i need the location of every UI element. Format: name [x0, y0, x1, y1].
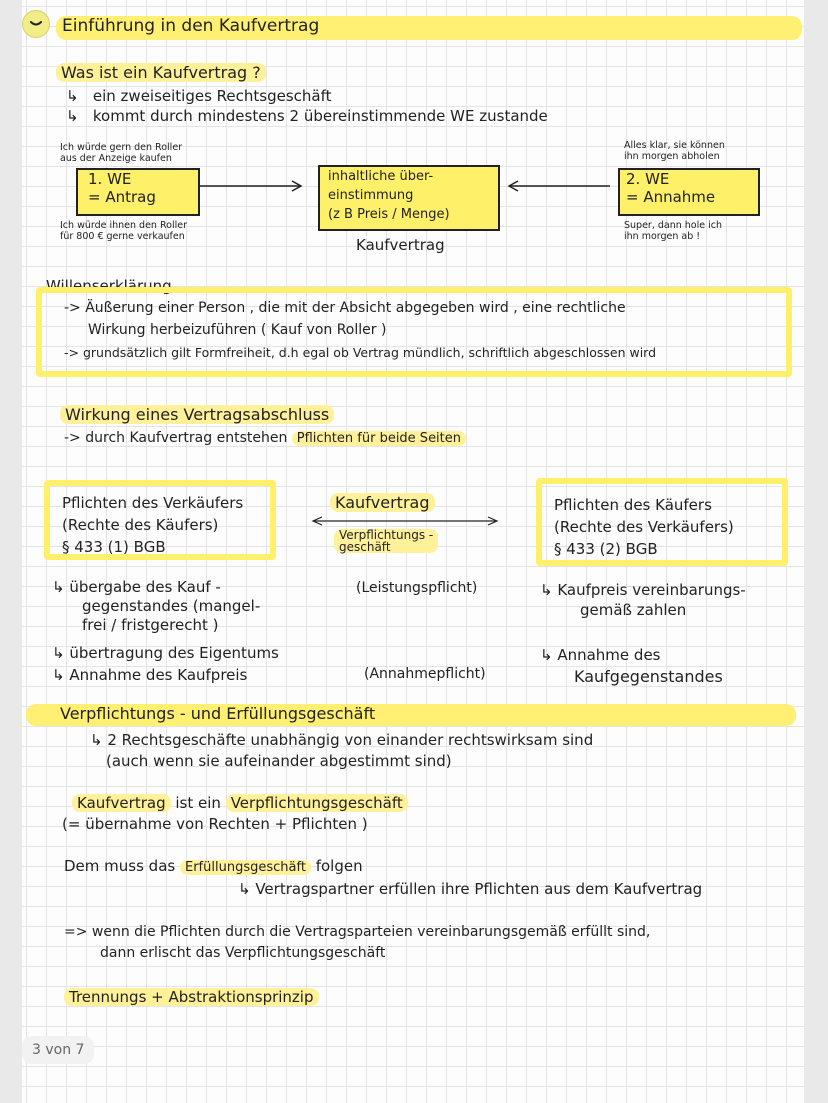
willenserklaerung-line: -> Äußerung einer Person , die mit der Absicht abgegeben wird , eine rechtliche: [64, 300, 626, 316]
back-button[interactable]: [22, 10, 50, 38]
note-seller-confirm: Alles klar, sie können ihn morgen abholen: [624, 140, 725, 162]
geschaeft-line: ↳ 2 Rechtsgeschäfte unabhängig von einander rechtswirksam sind: [90, 731, 594, 749]
principle-label: Trennungs + Abstraktionsprinzip: [64, 988, 319, 1006]
box-annahme: 2. WE = Annahme: [618, 168, 760, 216]
section-title-geschaeft: Verpflichtungs - und Erfüllungsgeschäft: [26, 704, 796, 726]
willenserklaerung-line: Wirkung herbeizuführen ( Kauf von Roller ): [88, 322, 387, 338]
pflichten-center-sub: Verpflichtungs - geschäft: [334, 529, 438, 553]
definition-title: Was ist ein Kaufvertrag ?: [56, 63, 266, 82]
seller-duty-item: ↳ Annahme des Kaufpreis: [52, 666, 248, 684]
section-title-willenserklaerung: Willenserklärung: [46, 277, 172, 295]
center-note-annahmepflicht: (Annahmepflicht): [364, 666, 486, 682]
note-seller-offer: Ich würde ihnen den Roller für 800 € gerne verkaufen: [60, 220, 187, 242]
seller-duty-item: ↳ übertragung des Eigentums: [52, 644, 279, 662]
chevron-left-icon: [29, 19, 43, 29]
kaufvertrag-statement: Kaufvertrag ist ein Verpflichtungsgeschäft: [72, 794, 408, 812]
box-pflichten-kaeufer: Pflichten des Käufers (Rechte des Verkäufers) § 433 (2) BGB: [536, 478, 788, 566]
definition-point: ↳ ein zweiseitiges Rechtsgeschäft: [66, 87, 332, 105]
section-title-wirkung: Wirkung eines Vertragsabschluss: [60, 405, 334, 424]
diagram-caption-kaufvertrag: Kaufvertrag: [356, 236, 445, 254]
erfuellung-statement: Dem muss das Erfüllungsgeschäft folgen: [64, 857, 363, 875]
center-note-leistungspflicht: (Leistungspflicht): [356, 580, 478, 596]
page-indicator: 3 von 7: [22, 1036, 94, 1064]
definition-point: ↳ kommt durch mindestens 2 übereinstimmende WE zustande: [66, 107, 548, 125]
wirkung-highlight: Pflichten für beide Seiten: [292, 431, 466, 446]
note-buyer-request: Ich würde gern den Roller aus der Anzeige kaufen: [60, 142, 183, 164]
conclusion-line: dann erlischt das Verpflichtungsgeschäft: [100, 945, 386, 961]
kaufvertrag-explanation: (= übernahme von Rechten + Pflichten ): [62, 815, 368, 833]
geschaeft-line: (auch wenn sie aufeinander abgestimmt sind): [106, 752, 452, 770]
buyer-duty-item: ↳ Kaufpreis vereinbarungs- gemäß zahlen: [540, 581, 746, 619]
box-antrag: 1. WE = Antrag: [76, 168, 200, 216]
note-buyer-confirm: Super, dann hole ich ihn morgen ab !: [624, 220, 723, 242]
box-einstimmung: inhaltliche über- einstimmung (z B Preis / Menge): [318, 165, 500, 231]
willenserklaerung-line: -> grundsätzlich gilt Formfreiheit, d.h egal ob Vertrag mündlich, schriftlich abgeschlossen wird: [64, 345, 657, 360]
buyer-duty-item: ↳ Annahme des Kaufgegenstandes: [540, 646, 723, 686]
seller-duty-item: ↳ übergabe des Kauf - gegenstandes (mangel- frei / fristgerecht ): [52, 578, 261, 634]
conclusion-line: => wenn die Pflichten durch die Vertragsparteien vereinbarungsgemäß erfüllt sind,: [64, 924, 651, 940]
box-pflichten-verkaeufer: Pflichten des Verkäufers (Rechte des Käufers) § 433 (1) BGB: [44, 480, 276, 560]
erfuellung-explanation: ↳ Vertragspartner erfüllen ihre Pflichten aus dem Kaufvertrag: [238, 880, 703, 898]
page-heading: Einführung in den Kaufvertrag: [56, 16, 802, 40]
wirkung-line: -> durch Kaufvertrag entstehen Pflichten für beide Seiten: [64, 430, 466, 446]
pflichten-center-title: Kaufvertrag: [330, 493, 435, 512]
